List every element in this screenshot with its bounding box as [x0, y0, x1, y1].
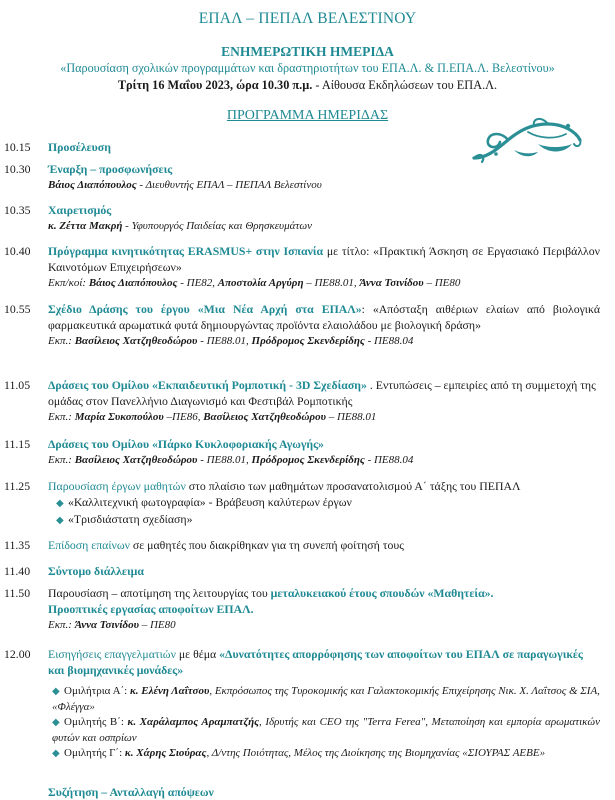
item-title: Χαιρετισμός — [48, 203, 112, 217]
event-date-venue — [0, 78, 615, 93]
time-1135: 11.35 — [4, 538, 31, 552]
diamond-bullet-icon: ◆ — [52, 686, 60, 697]
schedule-item-erasmus — [48, 243, 600, 292]
bullet-text: «Τρισδιάστατη σχεδίαση» — [68, 512, 193, 526]
item-text: με θέμα — [175, 647, 220, 661]
item-title-2: «Δυνατότητες απορρόφησης των αποφοίτων του ΕΠΑΛ σε παραγωγικές και βιομηχανικές μονάδες» — [48, 647, 583, 678]
item-title: Σύντομο διάλλειμα — [48, 564, 144, 578]
schedule-item-awards — [48, 537, 600, 553]
schedule-item-break — [48, 563, 600, 579]
speaker-label: Ομιλητής Γ΄: — [64, 747, 125, 759]
speaker-label: Ομιλήτρια Α΄: — [64, 685, 130, 697]
speaker-role: – ΠΕ88.01 — [325, 411, 377, 424]
speaker-name: κ. Χάρης Σιούρας — [124, 747, 207, 759]
event-date: Τρίτη 16 Μαΐου 2023, ώρα 10.30 π.μ. — [117, 78, 313, 92]
schedule-item-arrival — [48, 139, 600, 155]
speaker-role: - Υφυπουργός Παιδείας και Θρησκευμάτων — [122, 220, 312, 233]
speaker-role: – ΠΕ80 — [423, 277, 461, 290]
diamond-bullet-icon: ◆ — [52, 717, 60, 728]
time-1055: 10.55 — [4, 302, 31, 316]
speaker-name: Άννα Τσινίδου — [359, 277, 424, 290]
item-title: μεταλυκειακού έτους σπουδών «Μαθητεία». — [270, 586, 494, 600]
speaker-role: - ΠΕ88.01, — [197, 454, 252, 467]
school-title: ΕΠΑΛ – ΠΕΠΑΛ ΒΕΛΕΣΤΙΝΟΥ — [198, 10, 417, 27]
speaker-name: Άννα Τσινίδου — [74, 619, 139, 632]
speaker-role: - ΠΕ88.04 — [364, 335, 414, 348]
time-1035: 10.35 — [4, 203, 31, 217]
schedule-item-traffic-park — [48, 436, 600, 468]
item-title: Παρουσίαση έργων μαθητών — [48, 479, 186, 493]
speaker-name: κ. Ελένη Λαΐτσου — [129, 685, 210, 697]
speaker-role: – ΠΕ88.01, — [303, 277, 360, 290]
item-text: . Εντυπώσεις – εμπειρίες από τη συμμετοχή της ομάδας στον Πανελλήνιο Διαγωνισμό και Φεστιβάλ Ρομποτικής — [48, 378, 596, 409]
item-title: Σχέδιο Δράσης του έργου «Μια Νέα Αρχή στα ΕΠΑΛ» — [48, 302, 362, 316]
speaker-name: Μαρία Συκοπούλου — [74, 411, 164, 424]
speaker-role: –ΠΕ86, — [163, 411, 204, 424]
time-1125: 11.25 — [4, 479, 31, 493]
speaker-name: Πρόδρομος Σκενδερίδης — [251, 454, 365, 467]
time-1200: 12.00 — [4, 647, 31, 661]
schedule-item-apprenticeship — [48, 585, 600, 634]
speaker-name: κ. Χαράλαμπος Αραμπατζής — [127, 716, 260, 728]
diamond-bullet-icon: ◆ — [56, 498, 64, 509]
speaker-prefix: Εκπ.: — [48, 619, 75, 632]
program-title: ΠΡΟΓΡΑΜΜΑ ΗΜΕΡΙΔΑΣ — [226, 108, 389, 123]
bullet-item — [56, 511, 192, 529]
time-1115: 11.15 — [4, 437, 31, 451]
schedule-item-student-works — [48, 478, 600, 494]
schedule-item-discussion — [48, 784, 600, 800]
item-title: Συζήτηση – Ανταλλαγή απόψεων — [48, 785, 214, 799]
speaker-name: Βασίλειος Χατζηθεοδώρου — [203, 411, 326, 424]
item-title-2: Προοπτικές εργασίας αποφοίτων ΕΠΑΛ. — [48, 602, 254, 617]
schedule-item-opening — [48, 161, 600, 193]
speaker-name: Πρόδρομος Σκενδερίδης — [251, 335, 365, 348]
speaker-list-item — [52, 684, 600, 714]
time-1040: 10.40 — [4, 244, 31, 258]
schedule-item-new-start — [48, 301, 600, 350]
speaker-role: , Δ/ντης Ποιότητας, Μέλος της Διοίκησης της Βιομηχανίας «ΣΙΟΥΡΑΣ ΑΕΒΕ» — [206, 747, 546, 759]
event-venue: - Αίθουσα Εκδηλώσεων του ΕΠΑ.Λ. — [312, 78, 498, 92]
item-title: Πρόγραμμα κινητικότητας ERASMUS+ στην Ισπανία — [48, 244, 324, 258]
speaker-prefix: Εκπ.: — [48, 454, 75, 467]
speaker-name: Βασίλειος Χατζηθεοδώρου — [74, 335, 198, 348]
speaker-list-item — [52, 715, 600, 745]
item-title: Έναρξη – προσφωνήσεις — [48, 162, 173, 176]
speaker-role: - ΠΕ82, — [177, 277, 218, 290]
time-1105: 11.05 — [4, 378, 31, 392]
speaker-role: , Εκπρόσωπος της Τυροκομικής και Γαλακτοκομικής Επιχείρησης Νικ. Χ. Λαΐτσος & ΣΙΑ, «Φλέγγα» — [52, 685, 600, 713]
bullet-item — [56, 494, 352, 512]
time-1015: 10.15 — [4, 140, 31, 154]
speaker-name: κ. Ζέττα Μακρή — [48, 220, 123, 233]
item-title: Δράσεις του Ομίλου «Εκπαιδευτική Ρομποτική - 3D Σχεδίαση» — [48, 378, 367, 392]
event-title: ΕΝΗΜΕΡΩΤΙΚΗ ΗΜΕΡΙΔΑ — [221, 44, 394, 59]
speaker-prefix: Εκπ.: — [48, 411, 75, 424]
speaker-name: Βασίλειος Χατζηθεοδώρου — [74, 454, 198, 467]
bullet-text: «Καλλιτεχνική φωτογραφία» - Βράβευση καλύτερων έργων — [68, 495, 352, 509]
item-title: Προσέλευση — [48, 140, 111, 154]
diamond-bullet-icon: ◆ — [52, 748, 60, 759]
speaker-role: , Ιδρυτής και CEO της "Terra Ferea", Μεταποίηση και εμπορία αρωματικών φυτών και οσπρίων — [52, 716, 600, 744]
schedule-item-professionals — [48, 646, 600, 678]
item-text: Παρουσίαση – αποτίμηση της λειτουργίας του — [48, 586, 271, 600]
item-text: στο πλαίσιο των μαθημάτων προσανατολισμού Α΄ τάξης του ΠΕΠΑΛ — [185, 479, 521, 493]
item-text: με τίτλο: «Πρακτική Άσκηση σε Εργασιακό Περιβάλλον Καινοτόμων Επιχειρήσεων» — [48, 244, 600, 275]
speaker-prefix: Εκπ.: — [48, 335, 75, 348]
item-title: Επίδοση επαίνων — [48, 538, 130, 552]
speaker-name: Βάιος Διαπόπουλος — [88, 277, 178, 290]
speaker-role: – ΠΕ80 — [138, 619, 176, 632]
speaker-role: - ΠΕ88.04 — [364, 454, 414, 467]
item-title: Εισηγήσεις επαγγελματιών — [48, 647, 176, 661]
time-1140: 11.40 — [4, 564, 31, 578]
speaker-name: Βάιος Διαπόπουλος — [48, 179, 137, 192]
schedule-item-robotics — [48, 377, 600, 426]
item-title: Δράσεις του Ομίλου «Πάρκο Κυκλοφοριακής Αγωγής» — [48, 437, 324, 451]
speaker-label: Ομιλητής Β΄: — [64, 716, 128, 728]
speaker-name: Αποστολία Αργύρη — [217, 277, 304, 290]
speaker-role: - Διευθυντής ΕΠΑΛ – ΠΕΠΑΛ Βελεστίνου — [136, 179, 322, 192]
event-subtitle: «Παρουσίαση σχολικών προγραμμάτων και δραστηριοτήτων του ΕΠΑ.Λ. & Π.ΕΠΑ.Λ. Βελεστίνου» — [60, 61, 555, 75]
time-1150: 11.50 — [4, 586, 31, 600]
schedule-item-greeting — [48, 202, 600, 234]
diamond-bullet-icon: ◆ — [56, 515, 64, 526]
item-text: : «Απόσταξη αιθέριων ελαίων από βιολογικά φαρμακευτικά αρωματικά φυτά δημιουργώντας προϊόντα ελαιολάδου με βιολογική δράση» — [48, 302, 601, 333]
time-1030: 10.30 — [4, 162, 31, 176]
speaker-list-item — [52, 746, 600, 762]
item-text: σε μαθητές που διακρίθηκαν για τη συνεπή φοίτησή τους — [129, 538, 404, 552]
speaker-prefix: Εκπ/κοί: — [48, 277, 89, 290]
speaker-role: - ΠΕ88.01, — [197, 335, 252, 348]
